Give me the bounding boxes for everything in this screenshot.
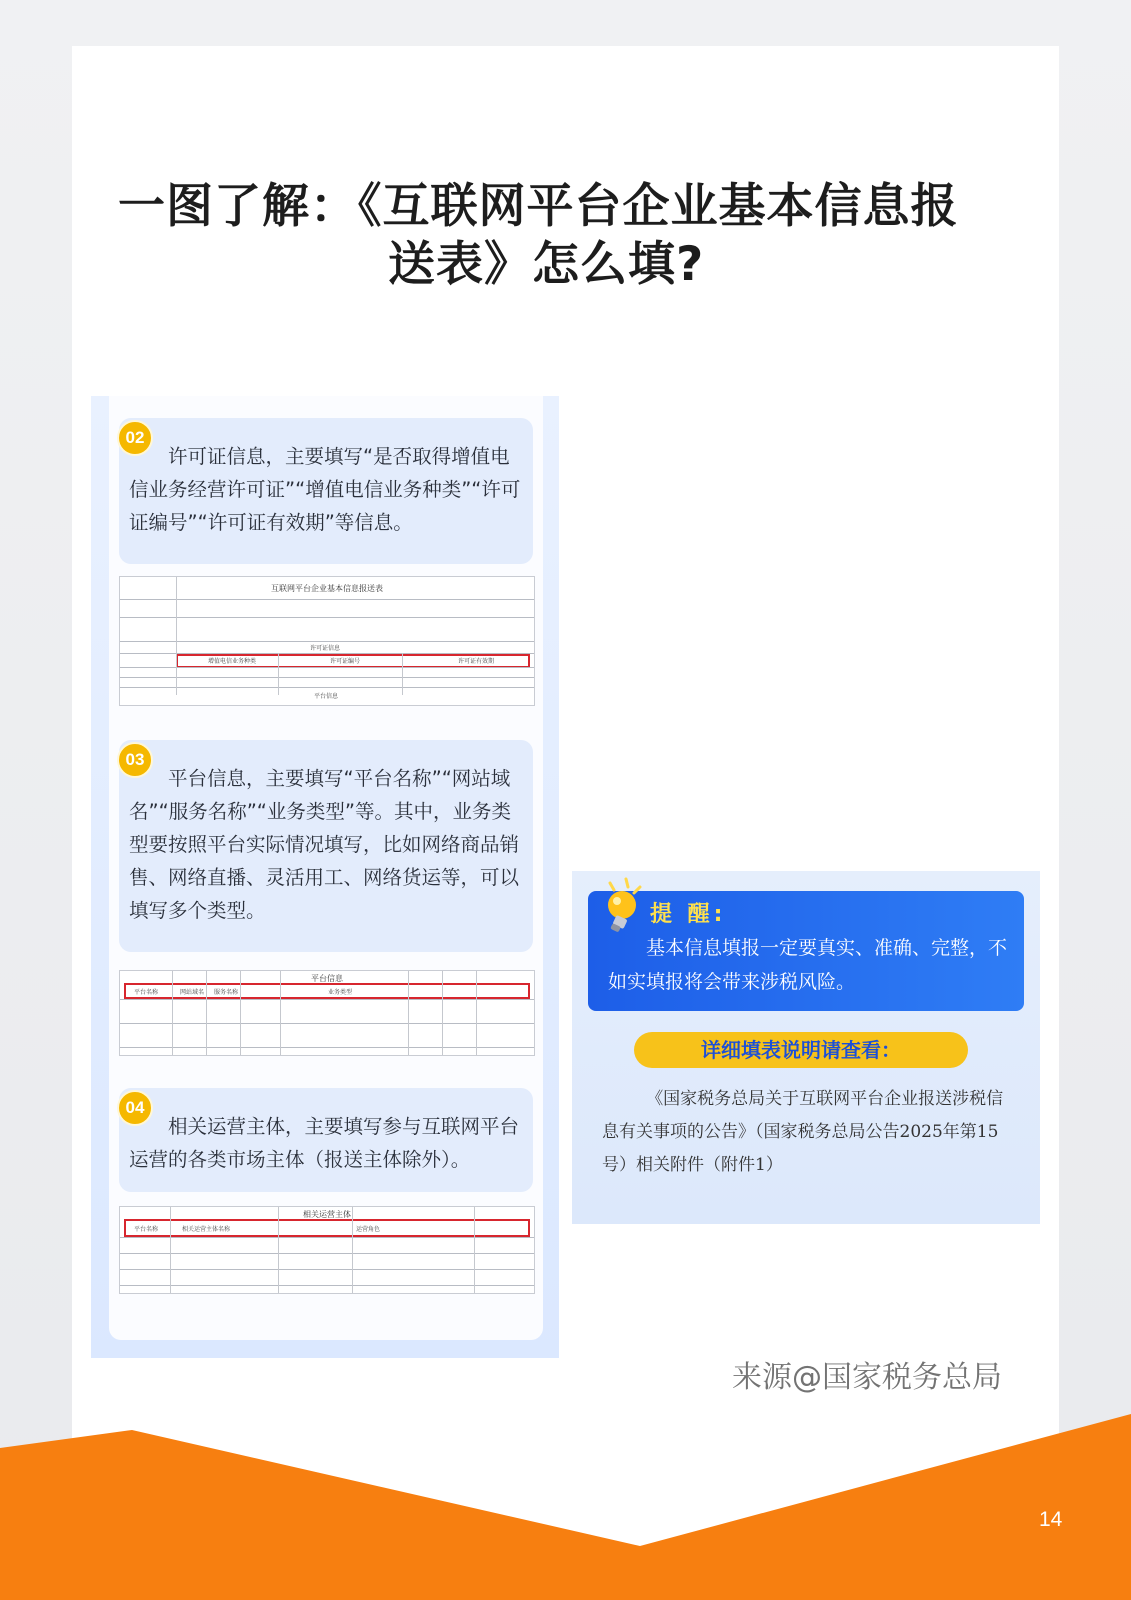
reminder-box	[588, 891, 1024, 1011]
form2-col-2: 网站域名	[180, 989, 205, 996]
reminder-text: 基本信息填报一定要真实、准确、完整，不如实填报将会带来涉税风险。	[608, 937, 1008, 993]
page-title	[118, 178, 1018, 294]
form1-platform-header: 平台信息	[314, 693, 339, 700]
source-credit: 来源@国家税务总局	[732, 1360, 1002, 1395]
step-04-box	[119, 1088, 533, 1192]
detail-notice-text: 《国家税务总局关于互联网平台企业报送涉税信息有关事项的公告》（国家税务总局公告2025年第15号）相关附件（附件1）	[602, 1089, 1004, 1175]
operator-form-thumbnail	[119, 1206, 535, 1294]
form3-title: 相关运营主体	[303, 1210, 351, 1219]
step-03-text: 平台信息，主要填写“平台名称”“网站域名”“服务名称”“业务类型”等。其中，业务类型要按照平台实际情况填写，比如网络商品销售、网络直播、灵活用工、网络货运等，可以填写多个类型。	[129, 767, 520, 922]
title-line-2: 送表》怎么填?	[388, 237, 705, 292]
left-inner-card	[109, 396, 543, 1340]
step-04-badge: 04	[117, 1090, 153, 1126]
platform-form-thumbnail	[119, 970, 535, 1056]
step-03-box	[119, 740, 533, 952]
form2-title: 平台信息	[311, 974, 343, 983]
form2-col-1: 平台名称	[134, 989, 159, 996]
bottom-orange-band	[0, 1400, 1131, 1600]
reminder-title: 提 醒:	[650, 902, 727, 927]
step-03-badge: 03	[117, 742, 153, 778]
form1-title: 互联网平台企业基本信息报送表	[271, 584, 383, 593]
form3-col-3: 运营角色	[356, 1226, 381, 1233]
right-reminder-panel	[572, 871, 1040, 1224]
detail-pill-label: 详细填表说明请查看：	[634, 1032, 968, 1068]
left-infographic-panel	[91, 396, 559, 1358]
form1-license-header: 许可证信息	[310, 645, 341, 652]
form2-col-4: 业务类型	[328, 989, 353, 996]
title-line-1: 一图了解：《互联网平台企业基本信息报	[118, 179, 959, 234]
form1-col-1: 增值电信业务种类	[208, 658, 257, 665]
step-02-text: 许可证信息，主要填写“是否取得增值电信业务经营许可证”“增值电信业务种类”“许可证编号”“许可证有效期”等信息。	[129, 445, 521, 534]
lightbulb-icon	[596, 877, 644, 939]
form3-col-1: 平台名称	[134, 1226, 159, 1233]
form2-col-3: 服务名称	[214, 989, 239, 996]
license-form-thumbnail	[119, 576, 535, 706]
step-02-badge: 02	[117, 420, 153, 456]
form3-col-2: 相关运营主体名称	[182, 1226, 231, 1233]
page-number: 14	[1039, 1508, 1063, 1531]
form1-col-2: 许可证编号	[330, 658, 361, 665]
step-02-box	[119, 418, 533, 564]
step-04-text: 相关运营主体，主要填写参与互联网平台运营的各类市场主体（报送主体除外）。	[129, 1115, 520, 1171]
form1-col-3: 许可证有效期	[458, 658, 495, 665]
